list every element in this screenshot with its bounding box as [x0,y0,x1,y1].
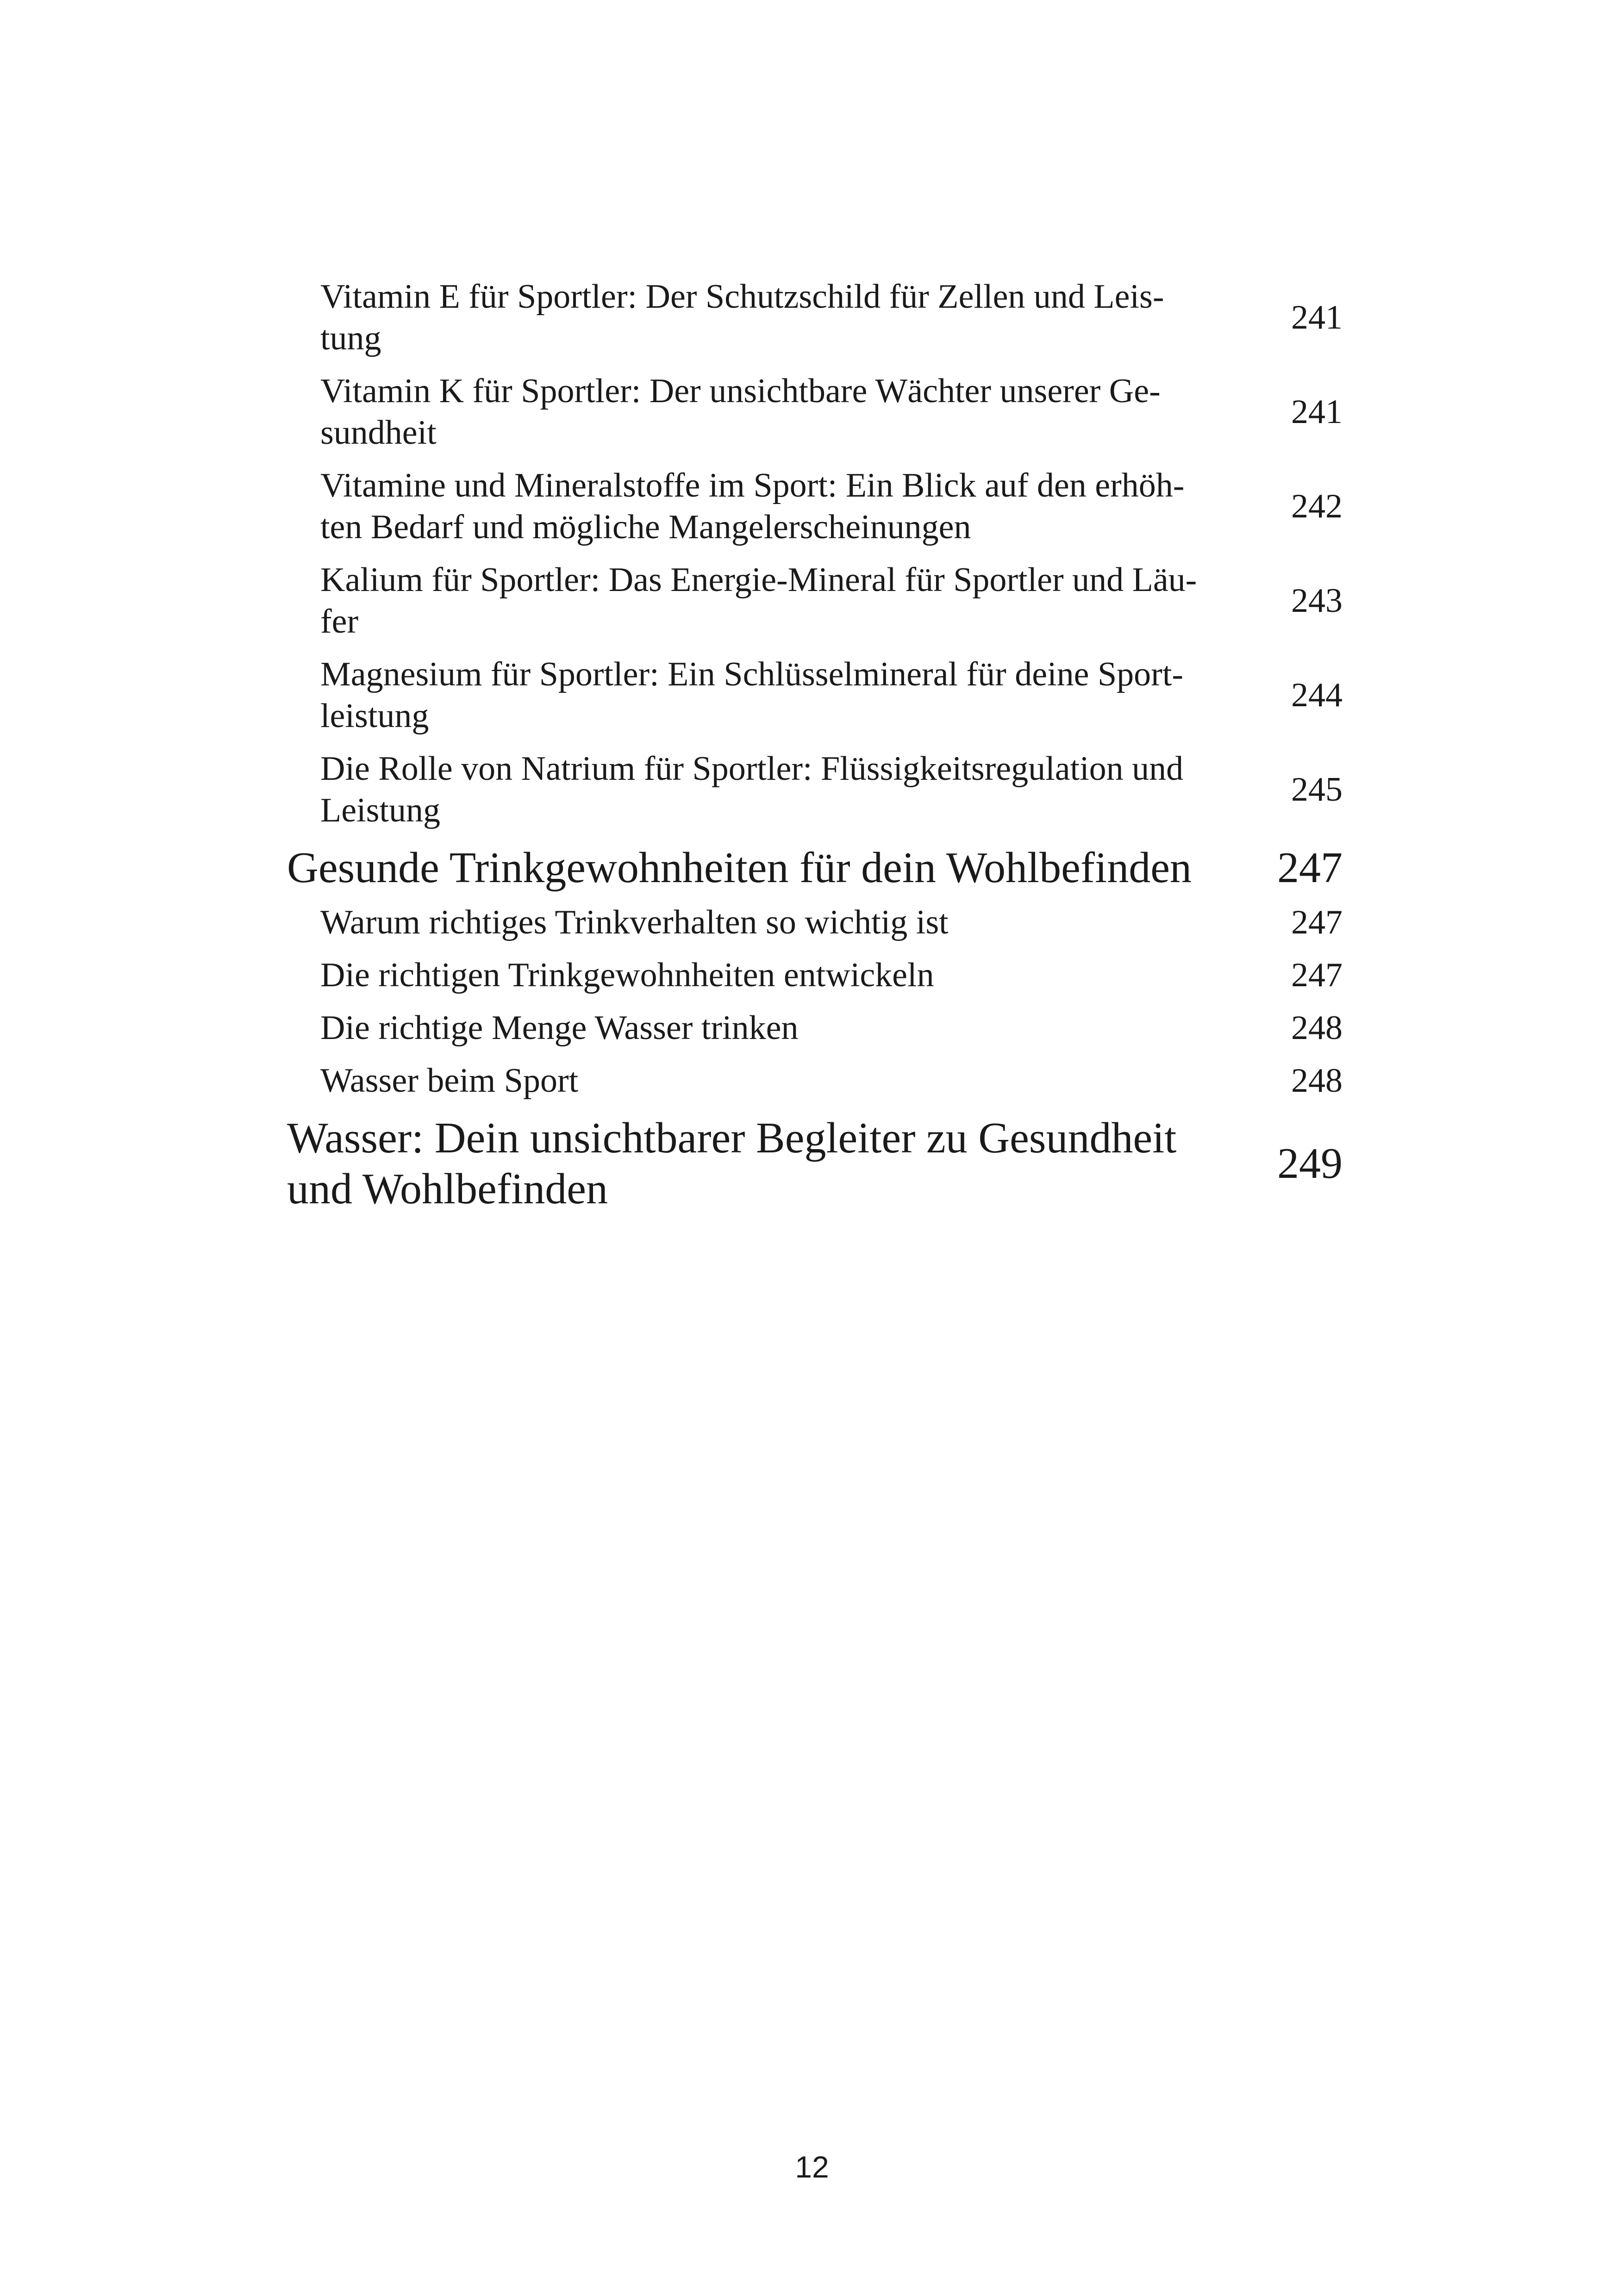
toc-entry-title-line: Vitamin K für Sportler: Der unsichtbare Wächter unserer Ge- [320,372,1161,410]
toc-entry-title [320,1007,1265,1049]
toc-entry-title [320,1060,1265,1101]
toc-chapter-entry[interactable] [287,842,1343,893]
toc-chapter-title-line: Wasser: Dein unsichtbarer Begleiter zu Gesundheit [287,1114,1177,1162]
toc-entry-page: 248 [1291,1009,1343,1047]
toc-entry[interactable] [287,653,1343,737]
page-number: 12 [795,2150,829,2184]
toc-chapter-entry[interactable] [287,1113,1343,1214]
toc-chapter-title-line: Gesunde Trinkgewohnheiten für dein Wohlbefinden [287,844,1192,892]
toc-entry-title-line: ten Bedarf und mögliche Mangelerscheinungen [320,508,971,546]
toc-entry[interactable] [287,1060,1343,1101]
toc-entry-title [320,370,1265,454]
toc-entry[interactable] [287,276,1343,359]
toc-entry-title-line: Die richtigen Trinkgewohnheiten entwickeln [320,956,934,994]
toc-entry-title-line: Vitamine und Mineralstoffe im Sport: Ein Blick auf den erhöh- [320,467,1185,504]
toc-entry-title [320,748,1265,831]
toc-chapter-page: 249 [1277,1139,1343,1188]
toc-entry-title-line: Leistung [320,791,440,829]
toc-entry-title [320,902,1265,943]
toc-entry-page: 248 [1291,1062,1343,1100]
toc-chapter-page: 247 [1277,844,1343,892]
toc-entry-title-line: sundheit [320,414,437,452]
toc-entry-title-line: fer [320,603,359,641]
toc-entry-title [320,653,1265,737]
toc-entry-title [320,559,1265,642]
toc-chapter-title [287,842,1250,893]
toc-entry-page: 242 [1291,487,1343,525]
toc-entry-title [320,465,1265,548]
toc-entry[interactable] [287,748,1343,831]
toc-entry-title [320,276,1265,359]
toc-chapter-title-line: und Wohlbefinden [287,1165,608,1213]
toc-entry[interactable] [287,954,1343,996]
toc-entry-title [320,954,1265,996]
toc-entry[interactable] [287,559,1343,642]
toc-entry-page: 241 [1291,299,1343,336]
toc-entry[interactable] [287,1007,1343,1049]
toc-entry-title-line: Kalium für Sportler: Das Energie-Mineral für Sportler und Läu- [320,561,1197,599]
toc-entry[interactable] [287,465,1343,548]
toc-entry[interactable] [287,902,1343,943]
toc-entry-title-line: Die richtige Menge Wasser trinken [320,1009,799,1047]
toc-entry-page: 247 [1291,903,1343,941]
toc-entry-title-line: Warum richtiges Trinkverhalten so wichtig ist [320,903,949,941]
toc-entry-title-line: Vitamin E für Sportler: Der Schutzschild für Zellen und Leis- [320,278,1164,316]
toc-entry-page: 241 [1291,393,1343,431]
toc-entry-page: 247 [1291,956,1343,994]
table-of-contents [287,276,1343,1223]
toc-entry-title-line: Die Rolle von Natrium für Sportler: Flüssigkeitsregulation und [320,750,1184,788]
toc-entry-page: 244 [1291,676,1343,714]
toc-entry-title-line: tung [320,319,381,357]
toc-entry-title-line: leistung [320,697,429,735]
toc-entry-title-line: Wasser beim Sport [320,1062,579,1100]
toc-chapter-title [287,1113,1250,1214]
toc-entry[interactable] [287,370,1343,454]
toc-entry-page: 245 [1291,771,1343,809]
toc-entry-title-line: Magnesium für Sportler: Ein Schlüsselmineral für deine Sport- [320,655,1184,693]
toc-entry-page: 243 [1291,582,1343,620]
